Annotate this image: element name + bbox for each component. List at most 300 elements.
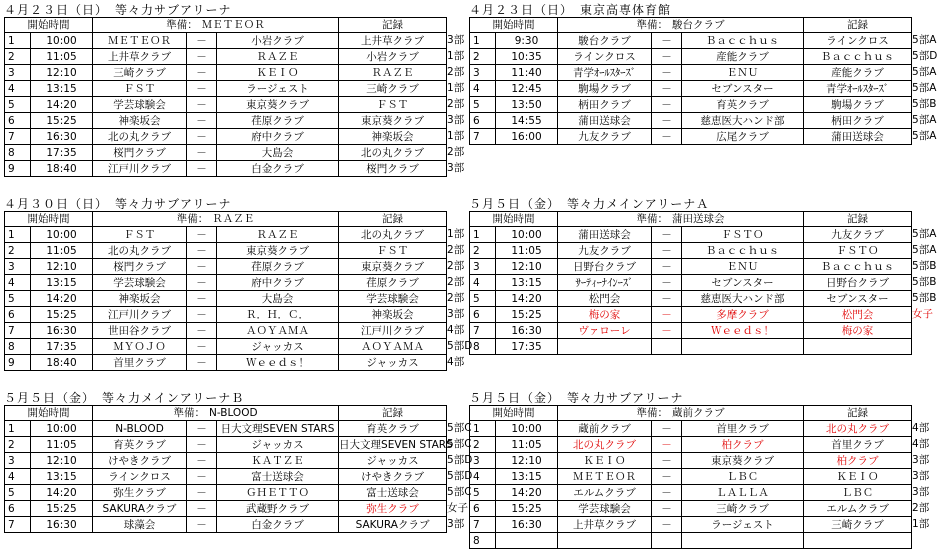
schedule-title: ４月３０日（日） 等々力サブアリーナ <box>4 197 232 211</box>
team-a <box>558 339 652 355</box>
division-label: 5部A <box>912 81 937 94</box>
match-time: 16:00 <box>496 129 558 145</box>
match-time: 11:05 <box>31 437 93 453</box>
team-a: 首里クラブ <box>93 355 187 371</box>
team-b <box>682 533 804 549</box>
team-b: ＲＡＺＥ <box>217 227 339 243</box>
header-row <box>470 18 934 33</box>
match-row <box>470 437 934 453</box>
match-row <box>470 517 934 533</box>
match-time: 14:20 <box>496 291 558 307</box>
header-note-spacer <box>912 18 934 33</box>
versus-dash: － <box>187 259 217 275</box>
record-team: ジャッカス <box>339 453 447 469</box>
team-b: 日大文理SEVEN STARS <box>217 421 339 437</box>
team-a: ＭＥＴＥＯＲ <box>558 469 652 485</box>
team-a: 蒲田送球会 <box>558 227 652 243</box>
match-row <box>470 291 934 307</box>
versus-dash: － <box>187 65 217 81</box>
team-b: ＥＮＵ <box>682 65 804 81</box>
division-note <box>447 307 469 323</box>
team-b: Ｗｅｅｄｓ！ <box>682 323 804 339</box>
match-time: 16:30 <box>31 323 93 339</box>
match-time: 17:35 <box>31 339 93 355</box>
match-time: 13:15 <box>31 275 93 291</box>
team-a: 九友クラブ <box>558 129 652 145</box>
match-row <box>5 275 469 291</box>
match-row <box>5 243 469 259</box>
header-prep <box>558 406 804 421</box>
division-note <box>447 243 469 259</box>
record-team: 首里クラブ <box>804 437 912 453</box>
match-time: 15:25 <box>31 113 93 129</box>
division-label: 5部D <box>447 453 473 466</box>
team-b: 府中クラブ <box>217 129 339 145</box>
record-team: 駒場クラブ <box>804 97 912 113</box>
team-b: ラージェスト <box>682 517 804 533</box>
division-note <box>447 113 469 129</box>
team-a: けやきクラブ <box>93 453 187 469</box>
record-team: 小岩クラブ <box>339 49 447 65</box>
match-row <box>5 453 469 469</box>
team-a: 神楽坂会 <box>93 113 187 129</box>
header-record: 記録 <box>339 212 447 227</box>
match-number: 2 <box>5 49 31 65</box>
division-label: 1部 <box>447 81 465 94</box>
team-b: Ｒ．Ｈ．Ｃ． <box>217 307 339 323</box>
team-a: 蒲田送球会 <box>558 113 652 129</box>
record-team: 日野台クラブ <box>804 275 912 291</box>
versus-dash: － <box>187 307 217 323</box>
versus-dash <box>652 533 682 549</box>
match-time: 14:20 <box>496 485 558 501</box>
team-a: 学芸球験会 <box>93 97 187 113</box>
versus-dash: － <box>652 517 682 533</box>
team-a: N-BLOOD <box>93 421 187 437</box>
match-time: 17:35 <box>31 145 93 161</box>
team-b: 三崎クラブ <box>682 501 804 517</box>
match-time: 13:50 <box>496 97 558 113</box>
match-time: 14:20 <box>31 485 93 501</box>
record-team: 学芸球験会 <box>339 291 447 307</box>
division-label: 3部 <box>912 469 930 482</box>
header-time: 開始時間 <box>470 18 558 33</box>
division-label: 5部A <box>912 33 937 46</box>
match-row <box>470 307 934 323</box>
versus-dash: － <box>187 291 217 307</box>
division-label: 1部 <box>447 129 465 142</box>
division-note <box>447 33 469 49</box>
match-number: 7 <box>470 517 496 533</box>
team-a: 日野台クラブ <box>558 259 652 275</box>
record-team: 産能クラブ <box>804 65 912 81</box>
header-prep <box>93 212 339 227</box>
record-team: 柏クラブ <box>804 453 912 469</box>
team-b: 小岩クラブ <box>217 33 339 49</box>
division-label: 5部B <box>912 259 937 272</box>
match-row <box>470 113 934 129</box>
header-row <box>5 18 469 33</box>
header-time: 開始時間 <box>5 406 93 421</box>
match-row <box>5 517 469 533</box>
header-row <box>470 212 934 227</box>
division-label: 3部 <box>447 113 465 126</box>
versus-dash: － <box>652 323 682 339</box>
team-b: 育英クラブ <box>682 97 804 113</box>
versus-dash: － <box>187 421 217 437</box>
record-team: 神楽坂会 <box>339 129 447 145</box>
team-b: 大島会 <box>217 291 339 307</box>
prep-team: ＭＥＴＥＯＲ <box>201 19 265 31</box>
match-row <box>470 129 934 145</box>
match-row <box>470 421 934 437</box>
match-number: 5 <box>470 291 496 307</box>
record-team: ラインクロス <box>804 33 912 49</box>
versus-dash: － <box>652 65 682 81</box>
versus-dash <box>652 339 682 355</box>
team-a: 弥生クラブ <box>93 485 187 501</box>
match-row <box>5 485 469 501</box>
team-a: 北の丸クラブ <box>93 243 187 259</box>
match-number: 1 <box>470 227 496 243</box>
match-number: 1 <box>470 421 496 437</box>
team-a: 学芸球験会 <box>93 275 187 291</box>
match-number: 5 <box>5 291 31 307</box>
division-label: 5部C <box>447 485 472 498</box>
team-b: 広尾クラブ <box>682 129 804 145</box>
match-number: 6 <box>5 307 31 323</box>
match-row <box>5 129 469 145</box>
match-number: 5 <box>5 97 31 113</box>
team-a: 世田谷クラブ <box>93 323 187 339</box>
team-a: 育英クラブ <box>93 437 187 453</box>
division-label: 5部B <box>912 291 937 304</box>
record-team: 神楽坂会 <box>339 307 447 323</box>
versus-dash: － <box>652 97 682 113</box>
versus-dash: － <box>187 339 217 355</box>
match-row <box>470 227 934 243</box>
match-number: 4 <box>470 469 496 485</box>
versus-dash: － <box>187 485 217 501</box>
team-b: 柏クラブ <box>682 437 804 453</box>
versus-dash: － <box>187 33 217 49</box>
match-row <box>5 65 469 81</box>
record-team: Ｂａｃｃｈｕｓ <box>804 49 912 65</box>
team-b: ＫＥＩＯ <box>217 65 339 81</box>
team-b: 産能クラブ <box>682 49 804 65</box>
team-b: 首里クラブ <box>682 421 804 437</box>
header-prep <box>93 18 339 33</box>
team-b: ＲＡＺＥ <box>217 49 339 65</box>
division-label: 2部 <box>447 243 465 256</box>
match-row <box>470 469 934 485</box>
match-number: 7 <box>5 323 31 339</box>
team-a: 柄田クラブ <box>558 97 652 113</box>
division-label: 5部B <box>912 97 937 110</box>
division-label: 5部B <box>912 275 937 288</box>
team-a: 学芸球験会 <box>558 501 652 517</box>
division-note <box>447 275 469 291</box>
match-row <box>5 437 469 453</box>
match-time: 10:35 <box>496 49 558 65</box>
record-team <box>804 533 912 549</box>
match-number: 3 <box>5 453 31 469</box>
record-team: 桜門クラブ <box>339 161 447 177</box>
match-time: 15:25 <box>31 501 93 517</box>
match-number: 1 <box>5 227 31 243</box>
match-row <box>470 323 934 339</box>
division-label: 2部 <box>447 65 465 78</box>
team-a: ｻｰﾃｨｰﾅｲﾝｰｽﾞ <box>558 275 652 291</box>
match-number: 5 <box>5 485 31 501</box>
division-label: 1部 <box>912 517 930 530</box>
prep-team: 駿台クラブ <box>672 19 725 31</box>
prep-label: 準備： <box>636 407 669 419</box>
team-b: 慈恵医大ハンド部 <box>682 291 804 307</box>
division-note <box>447 355 469 371</box>
team-b: ラージェスト <box>217 81 339 97</box>
versus-dash: － <box>187 113 217 129</box>
division-note <box>447 453 473 469</box>
match-number: 2 <box>5 437 31 453</box>
match-time: 12:45 <box>496 81 558 97</box>
schedule-title: ４月２３日（日） 東京高専体育館 <box>469 3 672 17</box>
team-a: ラインクロス <box>93 469 187 485</box>
division-label: 5部D <box>912 49 937 62</box>
record-team: けやきクラブ <box>339 469 447 485</box>
header-note-spacer <box>447 406 469 421</box>
versus-dash: － <box>652 437 682 453</box>
team-a: 梅の家 <box>558 307 652 323</box>
prep-label: 準備： <box>636 213 669 225</box>
division-note <box>912 81 937 97</box>
match-number: 7 <box>5 517 31 533</box>
division-note <box>447 259 469 275</box>
match-row <box>5 145 469 161</box>
schedule-table <box>4 17 469 177</box>
record-team: ＦＳＴＯ <box>804 243 912 259</box>
division-note <box>447 485 472 501</box>
header-note-spacer <box>912 212 934 227</box>
match-row <box>470 97 934 113</box>
division-label: 女子 <box>447 501 469 514</box>
division-note <box>912 453 934 469</box>
match-time: 16:30 <box>496 323 558 339</box>
versus-dash: － <box>652 227 682 243</box>
match-number: 3 <box>470 453 496 469</box>
match-time: 16:30 <box>496 517 558 533</box>
division-note <box>447 437 472 453</box>
team-b: ＥＮＵ <box>682 259 804 275</box>
team-a: 九友クラブ <box>558 243 652 259</box>
record-team: ＲＡＺＥ <box>339 65 447 81</box>
match-time: 17:35 <box>496 339 558 355</box>
division-note <box>447 323 469 339</box>
match-number: 9 <box>5 355 31 371</box>
match-number: 7 <box>5 129 31 145</box>
division-note <box>912 307 934 323</box>
match-time: 10:00 <box>496 421 558 437</box>
match-row <box>5 49 469 65</box>
record-team: Ｂａｃｃｈｕｓ <box>804 259 912 275</box>
match-row <box>470 259 934 275</box>
team-b: Ｂａｃｃｈｕｓ <box>682 243 804 259</box>
header-record: 記録 <box>804 18 912 33</box>
match-number: 9 <box>5 161 31 177</box>
header-note-spacer <box>447 212 469 227</box>
schedule-table <box>4 211 473 371</box>
team-a <box>558 533 652 549</box>
match-number: 3 <box>470 65 496 81</box>
versus-dash: － <box>187 469 217 485</box>
team-a: SAKURAクラブ <box>93 501 187 517</box>
division-label: 4部 <box>912 421 930 434</box>
record-team: 北の丸クラブ <box>339 227 447 243</box>
match-time: 15:25 <box>496 501 558 517</box>
match-number: 2 <box>470 437 496 453</box>
division-note <box>912 49 937 65</box>
match-row <box>470 275 934 291</box>
match-time: 18:40 <box>31 161 93 177</box>
versus-dash: － <box>652 307 682 323</box>
division-label: 2部 <box>447 145 465 158</box>
match-time: 16:30 <box>31 517 93 533</box>
header-record: 記録 <box>339 18 447 33</box>
match-time: 10:00 <box>31 421 93 437</box>
match-row <box>5 469 469 485</box>
division-note <box>912 421 934 437</box>
division-label: 5部A <box>912 243 937 256</box>
versus-dash: － <box>652 485 682 501</box>
record-team: 富士送球会 <box>339 485 447 501</box>
versus-dash: － <box>652 453 682 469</box>
team-b: ジャッカス <box>217 339 339 355</box>
versus-dash: － <box>187 129 217 145</box>
team-a: ラインクロス <box>558 49 652 65</box>
header-note-spacer <box>447 18 469 33</box>
team-a: 北の丸クラブ <box>93 129 187 145</box>
match-row <box>5 259 469 275</box>
schedule-table <box>469 405 934 549</box>
team-b: 大島会 <box>217 145 339 161</box>
match-row <box>470 485 934 501</box>
header-record: 記録 <box>804 212 912 227</box>
team-b: 荏原クラブ <box>217 259 339 275</box>
match-row <box>470 453 934 469</box>
match-time: 14:20 <box>31 291 93 307</box>
division-label: 5部C <box>447 421 472 434</box>
match-number: 6 <box>5 501 31 517</box>
division-note <box>912 275 937 291</box>
division-note <box>912 129 937 145</box>
division-note <box>912 339 934 355</box>
versus-dash: － <box>652 129 682 145</box>
team-a: 三崎クラブ <box>93 65 187 81</box>
header-row <box>5 212 469 227</box>
division-note <box>912 33 937 49</box>
division-note <box>447 65 469 81</box>
match-number: 7 <box>470 129 496 145</box>
versus-dash: － <box>187 49 217 65</box>
team-a: エルムクラブ <box>558 485 652 501</box>
match-number: 2 <box>470 49 496 65</box>
prep-team: 蒲田送球会 <box>672 213 725 225</box>
match-time: 11:05 <box>496 437 558 453</box>
header-note-spacer <box>912 406 934 421</box>
versus-dash: － <box>187 97 217 113</box>
team-b: ＡＯＹＡＭＡ <box>217 323 339 339</box>
division-note <box>447 97 469 113</box>
team-b: ＬＡＬＬＡ <box>682 485 804 501</box>
match-row <box>5 323 469 339</box>
record-team: 北の丸クラブ <box>804 421 912 437</box>
division-note <box>447 517 469 533</box>
team-b: 白金クラブ <box>217 161 339 177</box>
team-a: ＫＥＩＯ <box>558 453 652 469</box>
match-number: 8 <box>470 533 496 549</box>
team-b: 多摩クラブ <box>682 307 804 323</box>
schedule-title: ５月５日（金） 等々力メインアリーナＢ <box>4 391 245 405</box>
match-number: 4 <box>5 469 31 485</box>
division-label: 2部 <box>447 97 465 110</box>
division-note <box>912 97 937 113</box>
match-number: 3 <box>470 259 496 275</box>
division-label: 1部 <box>447 227 465 240</box>
match-number: 4 <box>5 81 31 97</box>
match-number: 3 <box>5 65 31 81</box>
division-note <box>447 339 473 355</box>
team-b: ＬＢＣ <box>682 469 804 485</box>
record-team <box>804 339 912 355</box>
header-row <box>5 406 469 421</box>
header-prep <box>93 406 339 421</box>
match-row <box>470 501 934 517</box>
team-a: ＭＹＯＪＯ <box>93 339 187 355</box>
division-note <box>447 129 469 145</box>
match-row <box>470 81 934 97</box>
team-a: 松門会 <box>558 291 652 307</box>
match-number: 3 <box>5 259 31 275</box>
match-number: 6 <box>470 307 496 323</box>
schedule-table <box>4 405 473 533</box>
match-number: 5 <box>470 97 496 113</box>
match-row <box>470 65 934 81</box>
versus-dash: － <box>652 291 682 307</box>
division-label: 2部 <box>447 259 465 272</box>
division-note <box>912 517 934 533</box>
schedule-table <box>469 211 937 355</box>
team-b: ジャッカス <box>217 437 339 453</box>
record-team: ＦＳＴ <box>339 97 447 113</box>
division-label: 5部A <box>912 227 937 240</box>
record-team: ＫＥＩＯ <box>804 469 912 485</box>
division-label: 4部 <box>447 323 465 336</box>
team-a: 神楽坂会 <box>93 291 187 307</box>
match-time: 11:05 <box>31 243 93 259</box>
match-row <box>5 307 469 323</box>
team-a: 駒場クラブ <box>558 81 652 97</box>
division-label: 3部 <box>447 517 465 530</box>
match-number: 5 <box>470 485 496 501</box>
prep-team: N-BLOOD <box>208 407 258 419</box>
match-row <box>470 533 934 549</box>
match-time: 10:00 <box>31 33 93 49</box>
versus-dash: － <box>187 453 217 469</box>
versus-dash: － <box>652 259 682 275</box>
division-label: 2部 <box>447 275 465 288</box>
record-team: 東京葵クラブ <box>339 259 447 275</box>
team-a: ＦＳＴ <box>93 227 187 243</box>
